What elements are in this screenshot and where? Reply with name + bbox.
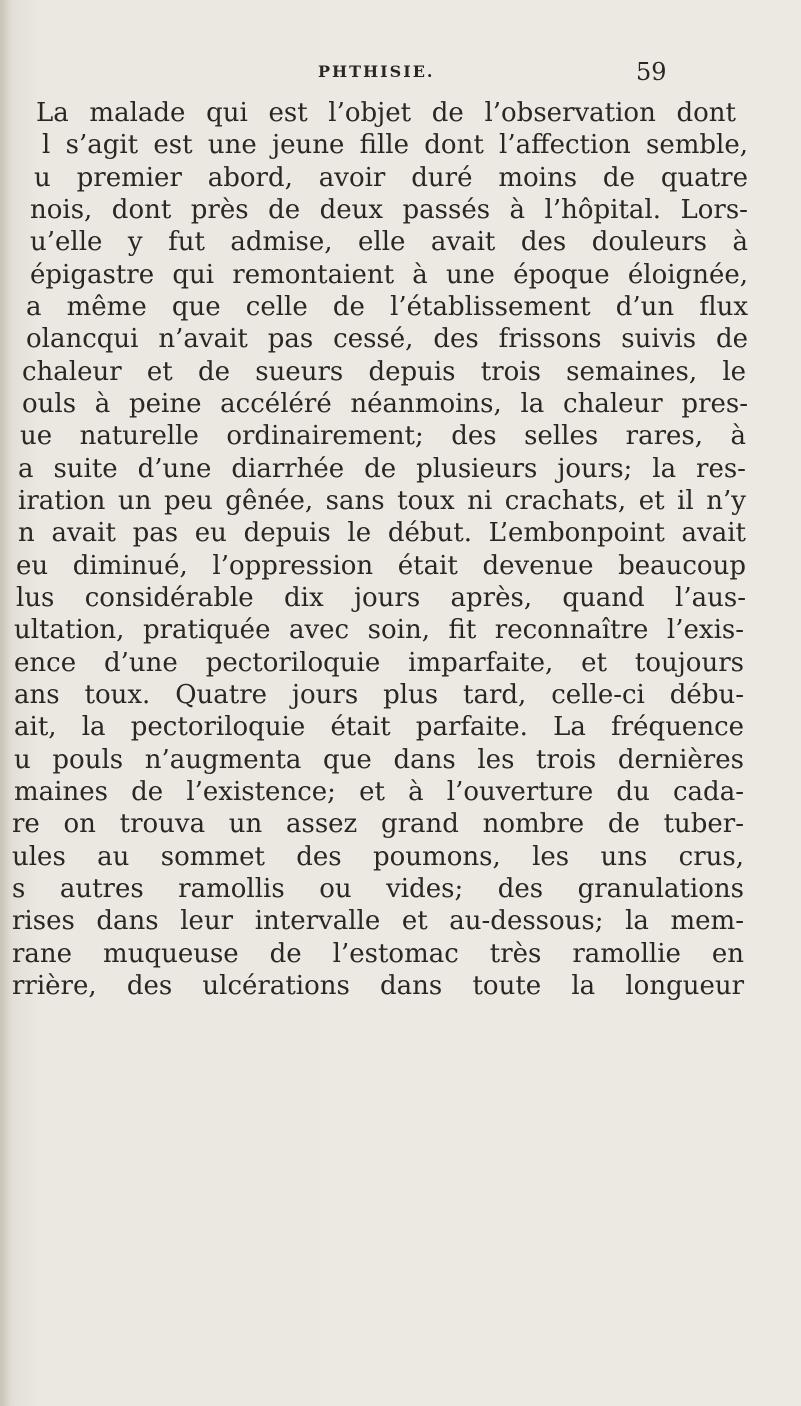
gutter-shadow: [0, 0, 10, 1406]
text-line: a même que celle de l’établissement d’un flux: [26, 292, 749, 322]
text-line: s autres ramollis ou vides; des granulations: [12, 874, 744, 904]
text-line: u premier abord, avoir duré moins de quatre: [34, 163, 749, 193]
text-line: lus considérable dix jours après, quand l’aus-: [16, 583, 746, 613]
text-line: rrière, des ulcérations dans toute la longueur: [12, 971, 745, 1001]
text-line: u’elle y fut admise, elle avait des douleurs à: [30, 227, 748, 257]
text-line: maines de l’existence; et à l’ouverture du cada-: [14, 777, 744, 807]
text-line: l s’agit est une jeune fille dont l’affection semble,: [42, 130, 748, 160]
page-number: 59: [636, 58, 667, 86]
running-title: PHTHISIE.: [318, 62, 435, 81]
text-line: ultation, pratiquée avec soin, fit reconnaître l’exis-: [14, 615, 745, 645]
text-line: a suite d’une diarrhée de plusieurs jours; la res-: [18, 454, 746, 484]
text-line: n avait pas eu depuis le début. L’embonpoint avait: [18, 518, 747, 548]
text-line: rises dans leur intervalle et au-dessous; la mem-: [12, 906, 744, 936]
text-line: ules au sommet des poumons, les uns crus,: [12, 842, 745, 872]
text-line: ait, la pectoriloquie était parfaite. La fréquence: [14, 712, 745, 742]
text-line: ouls à peine accéléré néanmoins, la chaleur pres-: [22, 389, 749, 419]
text-line: rane muqueuse de l’estomac très ramollie en: [12, 939, 745, 969]
text-line: iration un peu gênée, sans toux ni crachats, et il n’y: [18, 486, 746, 516]
text-line: eu diminué, l’oppression était devenue beaucoup: [16, 551, 746, 581]
text-line: ue naturelle ordinairement; des selles rares, à: [20, 421, 746, 451]
text-line: La malade qui est l’objet de l’observation dont: [36, 98, 736, 128]
running-head: [0, 58, 801, 88]
text-line: nois, dont près de deux passés à l’hôpital. Lors-: [30, 195, 748, 225]
text-line: épigastre qui remontaient à une époque éloignée,: [30, 260, 748, 290]
text-line: chaleur et de sueurs depuis trois semaines, le: [22, 357, 747, 387]
text-line: u pouls n’augmenta que dans les trois dernières: [14, 745, 744, 775]
text-line: olancqui n’avait pas cessé, des frissons suivis de: [26, 324, 748, 354]
text-line: re on trouva un assez grand nombre de tuber-: [12, 809, 745, 839]
text-line: ence d’une pectoriloquie imparfaite, et toujours: [14, 648, 744, 678]
text-line: ans toux. Quatre jours plus tard, celle-ci débu-: [14, 680, 744, 710]
